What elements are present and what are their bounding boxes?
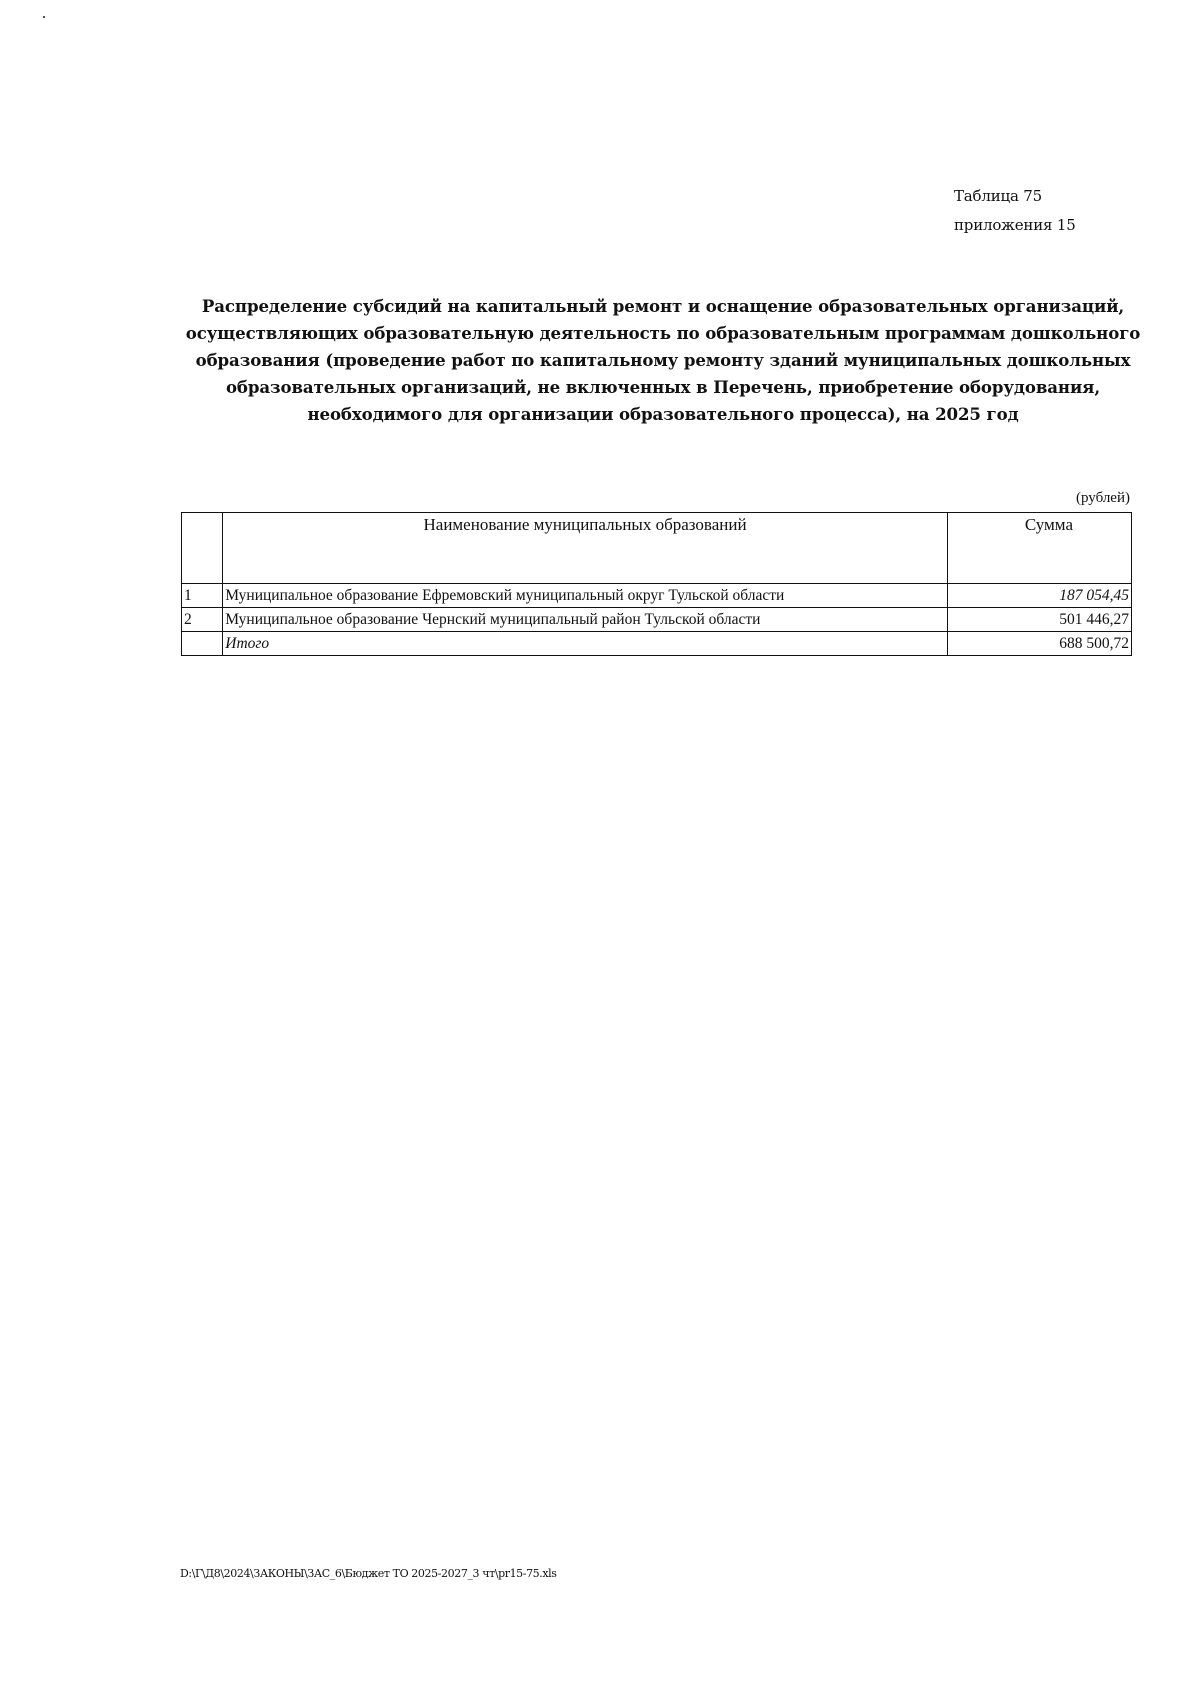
municipality-name-cell: Муниципальное образование Чернский муниципальный район Тульской области (223, 608, 948, 632)
table-number-label: Таблица 75 (954, 187, 1042, 205)
document-title (180, 293, 1146, 428)
table-header-row (182, 513, 1132, 584)
title-line: образовательных организаций, не включенных в Перечень, приобретение оборудования, (225, 377, 1101, 397)
table-row (182, 608, 1132, 632)
column-header-name: Наименование муниципальных образований (223, 513, 948, 584)
municipality-name-cell: Муниципальное образование Ефремовский муниципальный округ Тульской области (223, 584, 948, 608)
scan-artifact-dot (43, 16, 45, 18)
subsidy-allocation-table (181, 512, 1132, 656)
table-row (182, 584, 1132, 608)
row-number-cell: 1 (182, 584, 223, 608)
appendix-reference (954, 182, 1076, 240)
title-line: осуществляющих образовательную деятельность по образовательным программам дошкольного (185, 323, 1141, 343)
column-header-sum: Сумма (947, 513, 1131, 584)
column-header-number (182, 513, 223, 584)
total-row (182, 632, 1132, 656)
appendix-number-label: приложения 15 (954, 216, 1076, 234)
file-path-footer: D:\Г\Д8\2024\ЗАКОНЫ\ЗАС_6\Бюджет ТО 2025-2027_3 чт\pr15-75.xls (180, 1567, 557, 1580)
row-number-cell: 2 (182, 608, 223, 632)
title-line: Распределение субсидий на капитальный ремонт и оснащение образовательных организаций, (201, 296, 1125, 316)
currency-unit-label: (рублей) (1075, 490, 1130, 506)
total-label-cell: Итого (223, 632, 948, 656)
title-line: необходимого для организации образовательного процесса), на 2025 год (307, 404, 1019, 424)
total-sum-cell: 688 500,72 (947, 632, 1131, 656)
title-line: образования (проведение работ по капитальному ремонту зданий муниципальных дошкольных (195, 350, 1131, 370)
sum-cell: 501 446,27 (947, 608, 1131, 632)
sum-cell: 187 054,45 (947, 584, 1131, 608)
total-number-cell (182, 632, 223, 656)
